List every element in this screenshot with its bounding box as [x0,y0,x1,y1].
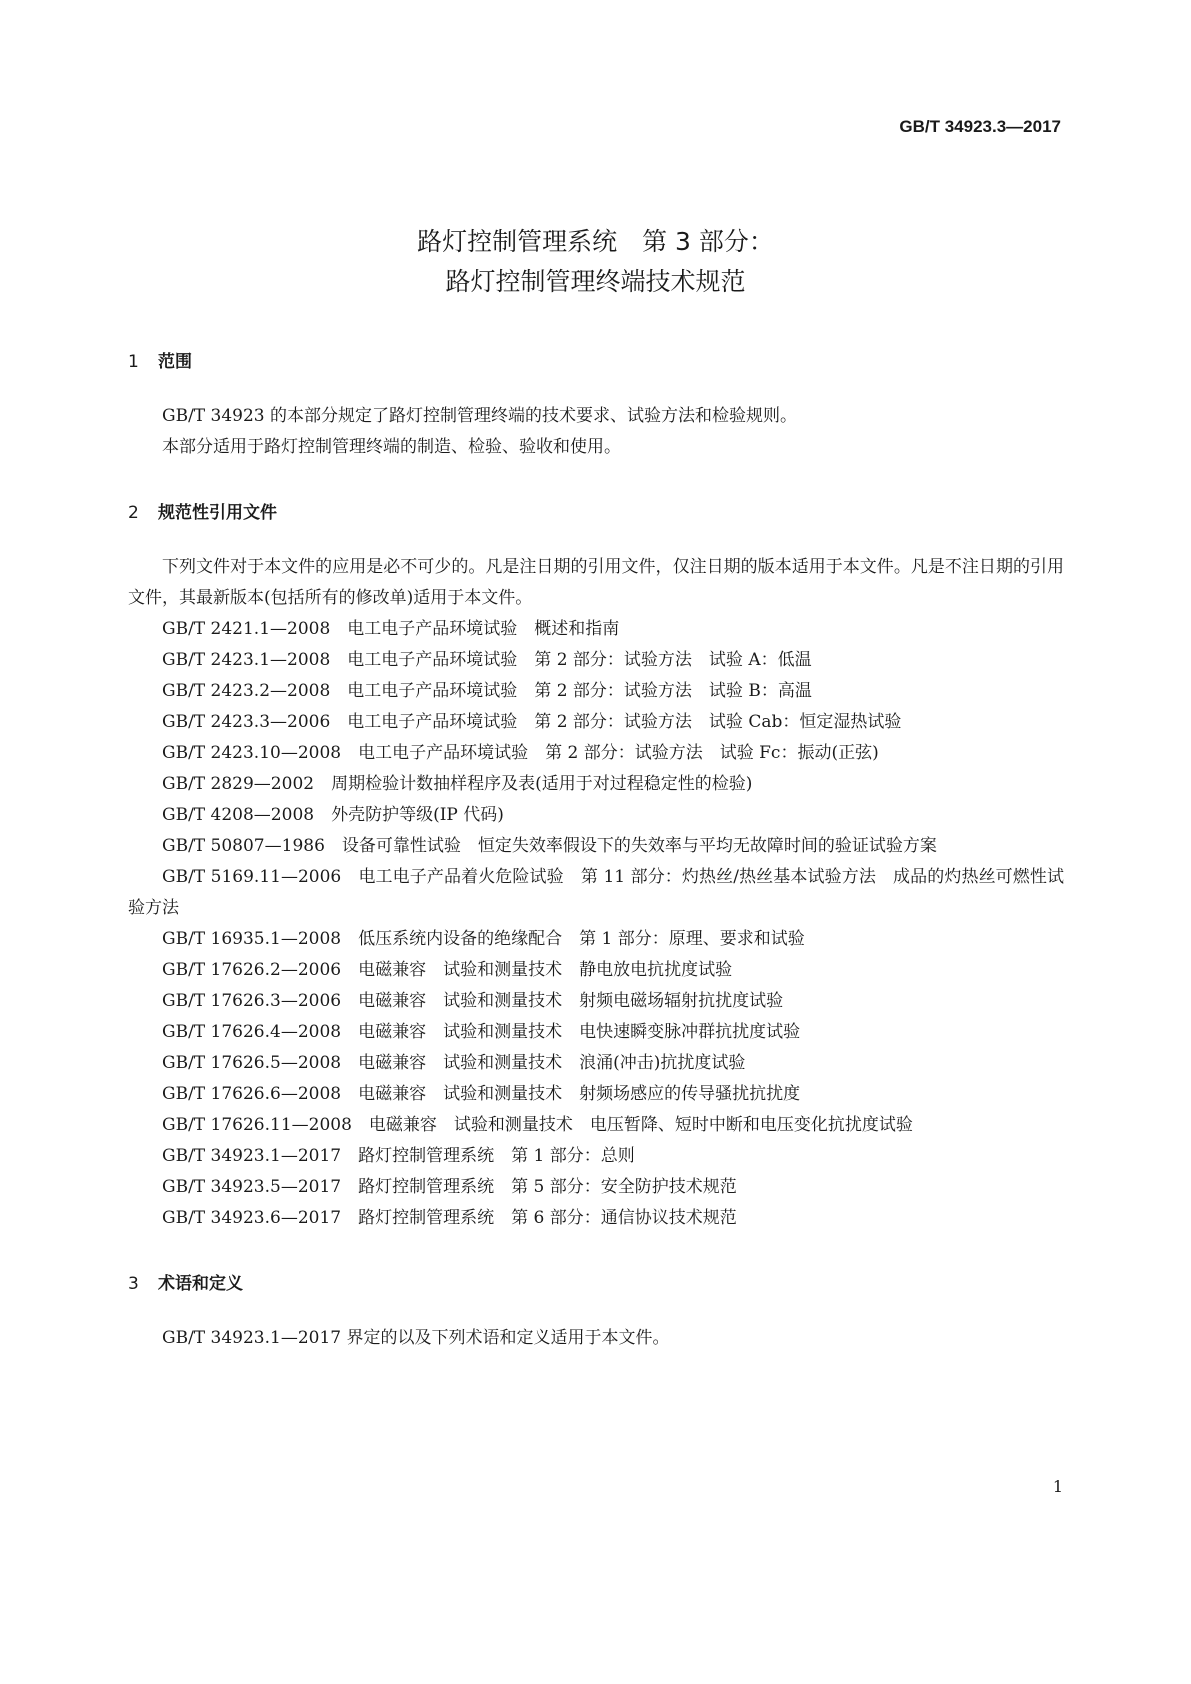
reference-title: 电磁兼容 试验和测量技术 射频场感应的传导骚扰抗扰度 [358,1084,801,1104]
reference-title: 电工电子产品环境试验 第 2 部分：试验方法 试验 A：低温 [347,650,812,670]
section-number: 2 [128,503,139,523]
title-line-1: 路灯控制管理系统 第 3 部分： [417,227,774,256]
reference-code: GB/T 2423.3—2006 [162,712,331,732]
reference-title: 低压系统内设备的绝缘配合 第 1 部分：原理、要求和试验 [358,929,805,949]
reference-item [128,800,1064,831]
reference-code: GB/T 34923.1—2017 [162,1146,342,1166]
reference-title: 电磁兼容 试验和测量技术 电快速瞬变脉冲群抗扰度试验 [358,1022,801,1042]
paragraph: 下列文件对于本文件的应用是必不可少的。凡是注日期的引用文件，仅注日期的版本适用于本文件。凡是不注日期的引用文件，其最新版本(包括所有的修改单)适用于本文件。 [128,557,1064,608]
section-title: 范围 [158,352,192,372]
section-title: 术语和定义 [158,1274,243,1294]
reference-item [128,955,1064,986]
reference-title: 电工电子产品环境试验 概述和指南 [347,619,620,639]
reference-item [128,924,1064,955]
reference-item [128,1048,1064,1079]
reference-code: GB/T 17626.11—2008 [162,1115,352,1135]
reference-code: GB/T 2421.1—2008 [162,619,331,639]
reference-title: 电工电子产品环境试验 第 2 部分：试验方法 试验 B：高温 [347,681,812,701]
reference-item [128,986,1064,1017]
reference-list [128,614,1064,1234]
reference-title: 设备可靠性试验 恒定失效率假设下的失效率与平均无故障时间的验证试验方案 [341,836,937,856]
reference-title: 周期检验计数抽样程序及表(适用于对过程稳定性的检验) [331,774,753,794]
reference-item [128,831,1064,862]
paragraph: GB/T 34923 的本部分规定了路灯控制管理终端的技术要求、试验方法和检验规则。 [162,406,798,426]
reference-code: GB/T 2423.10—2008 [162,743,342,763]
reference-code: GB/T 17626.5—2008 [162,1053,342,1073]
reference-item [128,769,1064,800]
reference-item [128,1017,1064,1048]
reference-item [128,1203,1064,1234]
section-2-heading [128,499,1064,527]
paragraph: 本部分适用于路灯控制管理终端的制造、检验、验收和使用。 [162,437,621,457]
document-body [128,348,1064,1354]
reference-item [128,862,1064,924]
reference-code: GB/T 34923.5—2017 [162,1177,342,1197]
paragraph: GB/T 34923.1—2017 界定的以及下列术语和定义适用于本文件。 [162,1328,670,1348]
reference-code: GB/T 17626.2—2006 [162,960,342,980]
reference-item [128,614,1064,645]
reference-code: GB/T 16935.1—2008 [162,929,342,949]
standard-code: GB/T 34923.3—2017 [899,117,1061,136]
reference-code: GB/T 2423.2—2008 [162,681,331,701]
reference-title: 电磁兼容 试验和测量技术 射频电磁场辐射抗扰度试验 [358,991,784,1011]
reference-title: 路灯控制管理系统 第 1 部分：总则 [358,1146,635,1166]
page-number: 1 [1052,1477,1063,1496]
reference-title: 外壳防护等级(IP 代码) [331,805,504,825]
reference-code: GB/T 17626.4—2008 [162,1022,342,1042]
reference-code: GB/T 17626.3—2006 [162,991,342,1011]
section-3-heading [128,1270,1064,1298]
reference-item [128,1172,1064,1203]
reference-item [128,1079,1064,1110]
reference-item [128,645,1064,676]
reference-item [128,676,1064,707]
section-title: 规范性引用文件 [158,503,277,523]
document-title [0,222,1191,302]
reference-code: GB/T 4208—2008 [162,805,315,825]
reference-code: GB/T 5169.11—2006 [162,867,342,887]
reference-code: GB/T 2829—2002 [162,774,315,794]
reference-item [128,707,1064,738]
reference-item [128,1110,1064,1141]
reference-item [128,1141,1064,1172]
reference-item [128,738,1064,769]
reference-code: GB/T 2423.1—2008 [162,650,331,670]
reference-title: 路灯控制管理系统 第 5 部分：安全防护技术规范 [358,1177,737,1197]
reference-code: GB/T 34923.6—2017 [162,1208,342,1228]
reference-title: 路灯控制管理系统 第 6 部分：通信协议技术规范 [358,1208,737,1228]
reference-title: 电工电子产品环境试验 第 2 部分：试验方法 试验 Cab：恒定湿热试验 [347,712,902,732]
reference-code: GB/T 50807—1986 [162,836,325,856]
section-1-heading [128,348,1064,376]
reference-title: 电磁兼容 试验和测量技术 浪涌(冲击)抗扰度试验 [358,1053,746,1073]
reference-title: 电磁兼容 试验和测量技术 静电放电抗扰度试验 [358,960,733,980]
reference-code: GB/T 17626.6—2008 [162,1084,342,1104]
title-line-2: 路灯控制管理终端技术规范 [445,267,746,296]
reference-title: 电工电子产品着火危险试验 第 11 部分：灼热丝/热丝基本试验方法 成品的灼热丝可燃性试验方法 [128,867,1064,918]
reference-title: 电工电子产品环境试验 第 2 部分：试验方法 试验 Fc：振动(正弦) [358,743,879,763]
section-number: 3 [128,1274,139,1294]
reference-title: 电磁兼容 试验和测量技术 电压暂降、短时中断和电压变化抗扰度试验 [368,1115,913,1135]
section-number: 1 [128,352,139,372]
